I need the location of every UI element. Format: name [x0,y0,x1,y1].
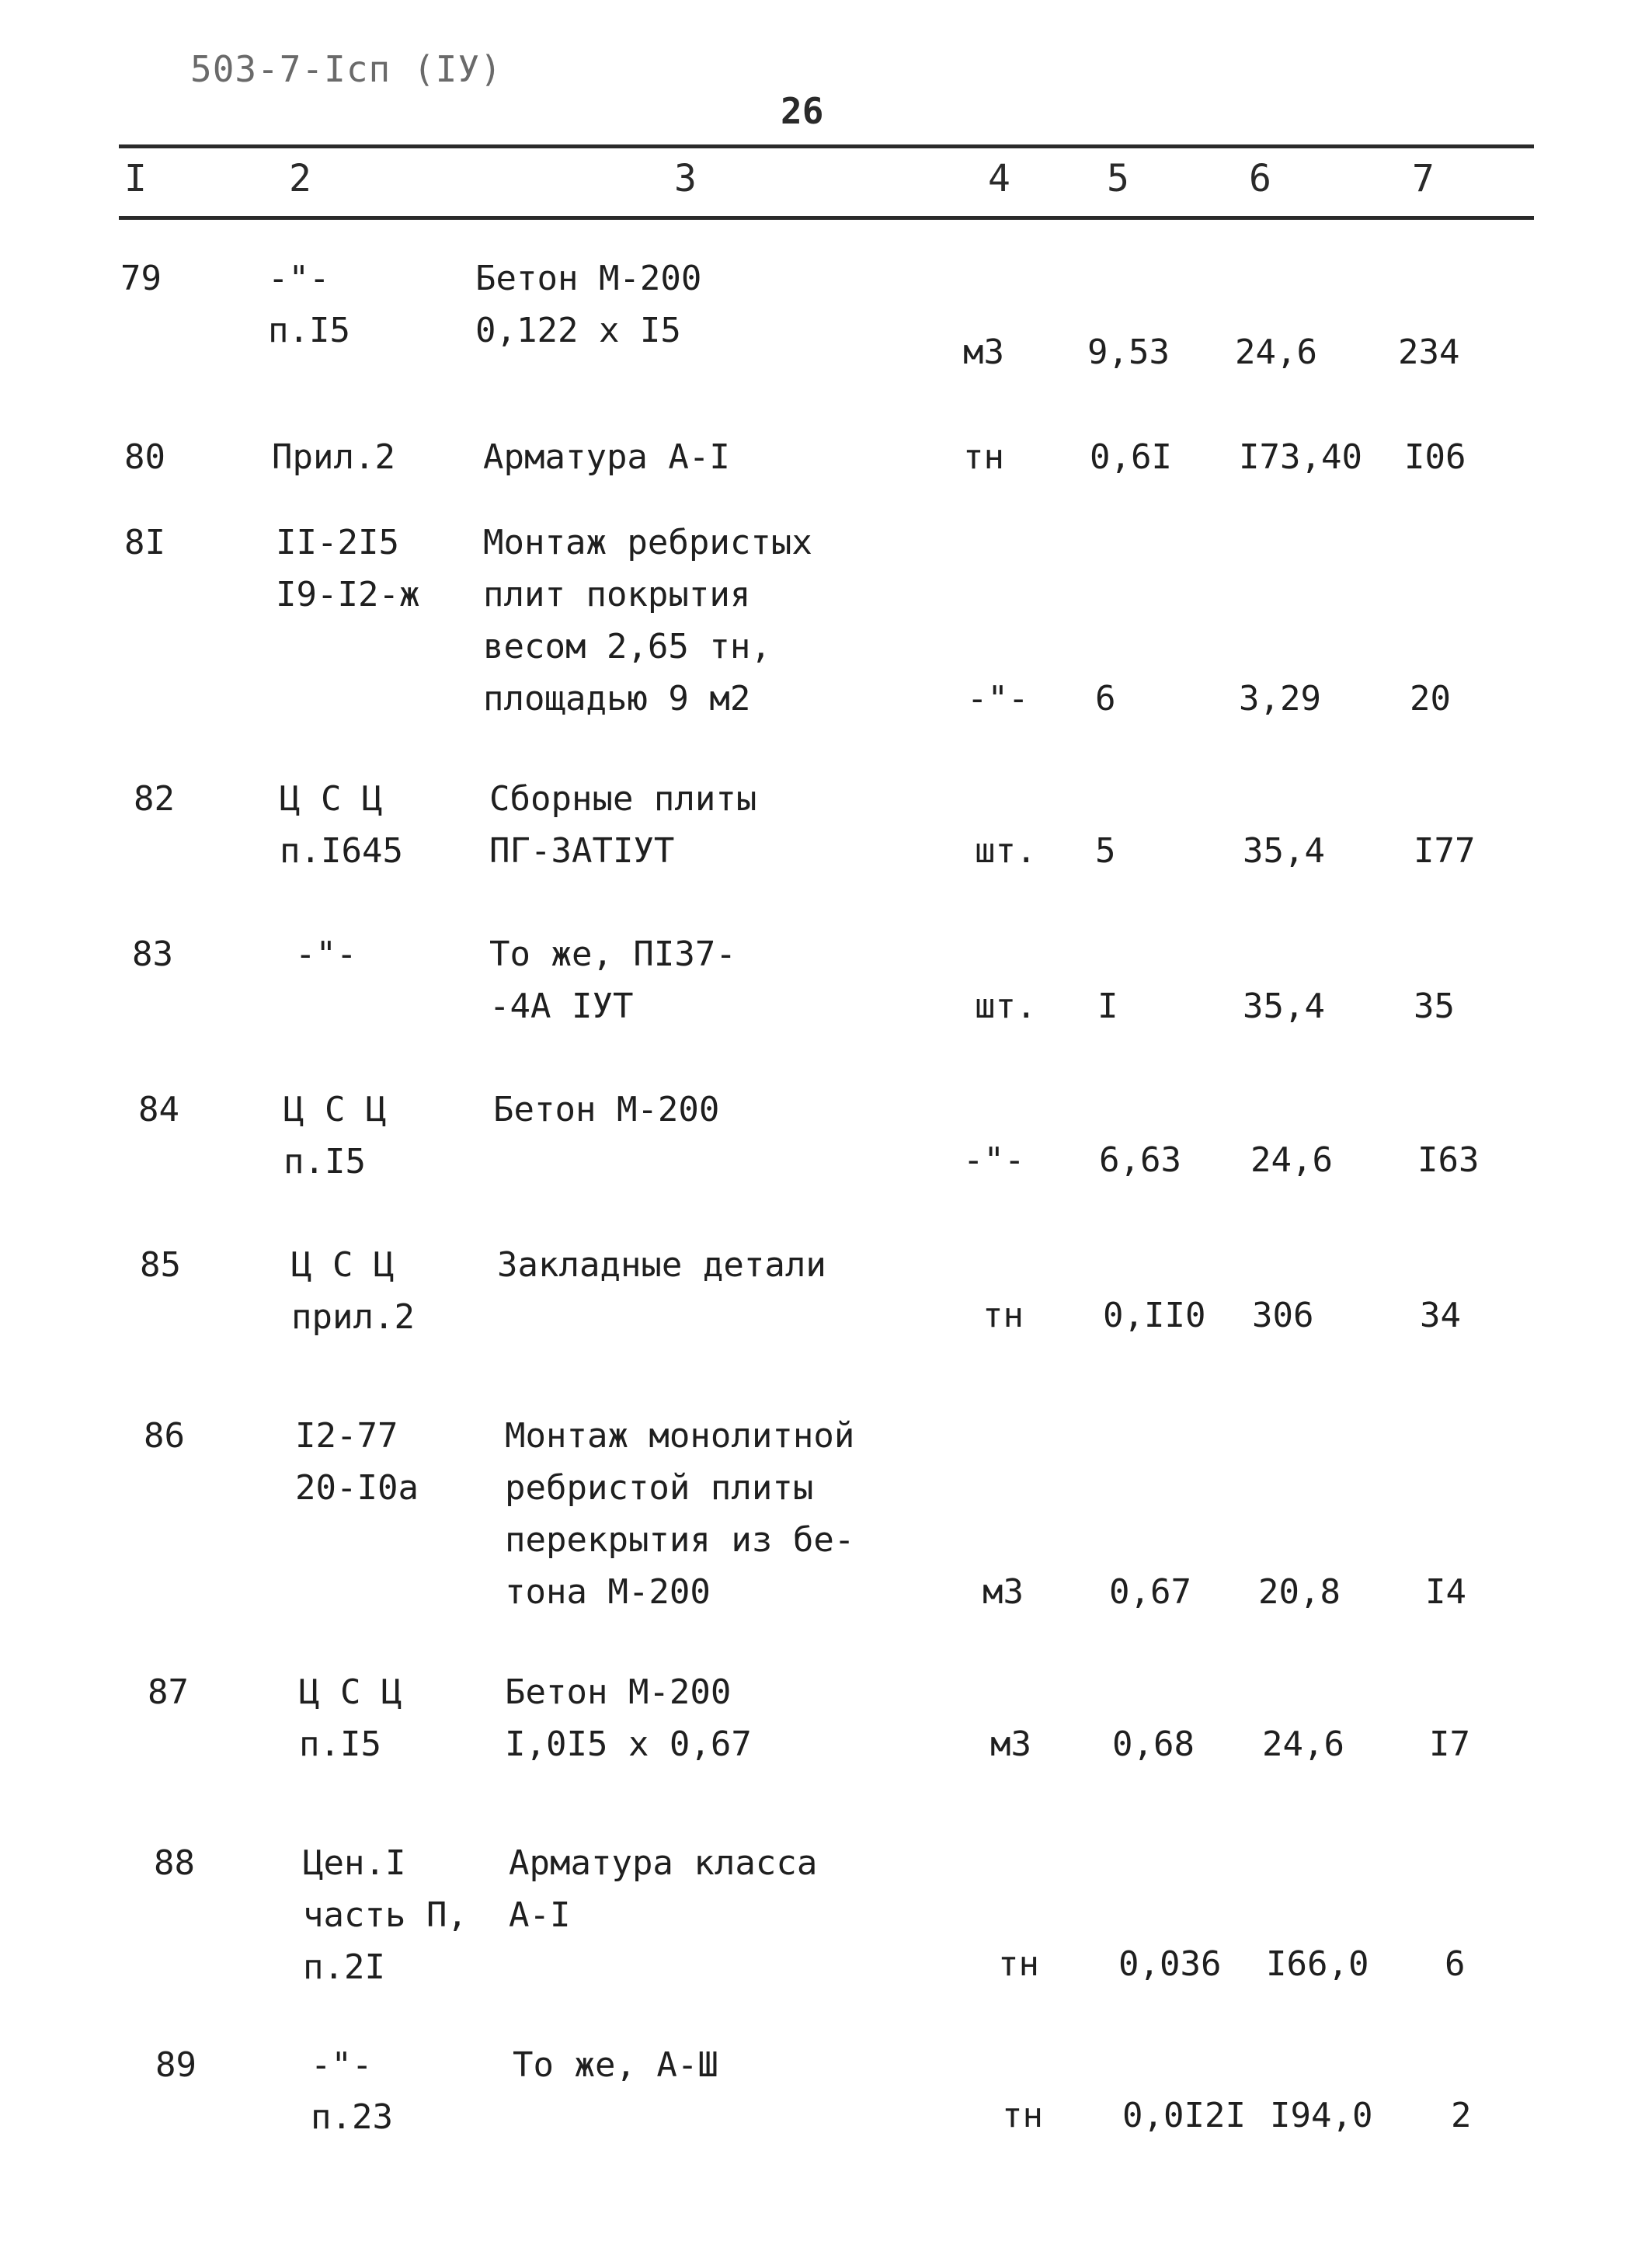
row-unit-line: тн [1002,2096,1043,2135]
row-total-line: 6 [1445,1944,1466,1984]
row-total [1398,326,1459,378]
row-reference-line: 20-I0а [295,1468,419,1508]
row-total [1420,1289,1461,1341]
row-number [154,1837,195,1889]
column-header-4: 4 [988,157,1010,200]
table-top-rule [119,144,1534,148]
row-total [1414,825,1475,877]
row-unit-price [1239,431,1362,483]
row-quantity-line: 6 [1095,679,1116,719]
row-unit [975,980,1036,1032]
row-description-line: тона М-200 [505,1572,711,1612]
row-number [120,252,162,304]
row-number [140,1239,181,1291]
row-unit [975,825,1036,877]
row-description [505,1666,752,1770]
row-unit-line: тн [983,1296,1024,1335]
row-reference-line: п.I645 [280,831,403,871]
row-reference [299,1666,402,1770]
row-unit-price-line: 306 [1252,1296,1314,1335]
row-quantity-line: 0,036 [1118,1944,1222,1984]
row-quantity [1099,1134,1181,1186]
row-number [124,517,165,569]
row-reference-line: II-2I5 [276,523,399,562]
row-number-line: 87 [148,1672,189,1712]
row-description-line: I,0I5 х 0,67 [505,1724,752,1764]
row-total-line: I06 [1404,437,1466,477]
row-unit-price [1262,1718,1344,1770]
row-unit-price-line: I73,40 [1239,437,1362,477]
row-number [134,773,175,825]
row-reference-line: Ц С Ц [283,1090,387,1129]
row-description-line: То же, А-Ш [513,2045,718,2085]
row-unit-price-line: 24,6 [1235,332,1317,372]
row-unit [998,1938,1039,1990]
row-description [493,1084,719,1136]
row-description-line: Арматура А-I [483,437,730,477]
column-header-3: 3 [674,157,697,200]
row-number [124,431,165,483]
row-total-line: I7 [1429,1724,1470,1764]
row-number-line: 84 [138,1090,179,1129]
row-quantity-line: I [1097,987,1118,1026]
row-quantity-line: 0,0I2I [1122,2096,1246,2135]
row-reference-line: I9-I2-ж [276,575,420,614]
row-number-line: 85 [140,1245,181,1285]
row-description [489,773,756,877]
row-reference [303,1837,468,1993]
row-unit-line: м3 [963,332,1004,372]
row-reference-line: -"- [311,2045,373,2085]
row-reference-line: п.2I [303,1947,385,1987]
row-total [1451,2090,1472,2142]
column-header-7: 7 [1412,157,1435,200]
row-unit-line: -"- [967,679,1029,719]
row-unit-line: шт. [975,831,1037,871]
table-header-rule [119,216,1534,220]
row-reference [311,2039,393,2143]
row-description [509,1837,817,1941]
row-reference-line: п.23 [311,2097,393,2137]
row-reference-line: -"- [295,934,357,974]
column-header-5: 5 [1107,157,1129,200]
row-description-line: перекрытия из бе- [505,1520,855,1560]
row-total-line: 2 [1451,2096,1472,2135]
row-reference-line: I2-77 [295,1416,398,1456]
row-quantity [1109,1566,1191,1618]
row-total-line: 20 [1410,679,1451,719]
row-unit-price [1239,673,1321,725]
column-header-1: I [124,157,147,200]
row-unit [983,1566,1024,1618]
row-description-line: Закладные детали [497,1245,826,1285]
row-unit-line: тн [998,1944,1039,1984]
row-description-line: Монтаж монолитной [505,1416,855,1456]
row-unit-price-line: I94,0 [1270,2096,1373,2135]
row-reference-line: Цен.I [303,1843,406,1883]
row-total-line: 234 [1398,332,1460,372]
row-quantity [1097,980,1118,1032]
row-unit-price-line: 35,4 [1243,987,1325,1026]
row-description-line: Монтаж ребристых [483,523,812,562]
row-unit-price [1258,1566,1341,1618]
row-unit-line: -"- [963,1140,1025,1180]
row-reference [280,773,403,877]
row-description-line: площадью 9 м2 [483,679,751,719]
row-number [132,928,173,980]
row-unit-price [1243,825,1325,877]
row-unit-line: тн [963,437,1004,477]
row-total [1410,673,1451,725]
row-total [1425,1566,1466,1618]
row-quantity-line: 0,67 [1109,1572,1191,1612]
row-quantity [1090,431,1172,483]
row-quantity-line: 0,6I [1090,437,1172,477]
row-reference-line: Прил.2 [272,437,395,477]
row-unit-line: м3 [983,1572,1024,1612]
row-number [148,1666,189,1718]
row-description-line: ПГ-3АТIУТ [489,831,675,871]
row-description [489,928,736,1032]
row-number [155,2039,197,2091]
row-quantity [1112,1718,1195,1770]
row-reference-line: п.I5 [299,1724,381,1764]
row-description-line: весом 2,65 тн, [483,627,771,666]
row-number-line: 82 [134,779,175,819]
row-reference-line: п.I5 [268,311,350,350]
row-reference-line: часть П, [303,1895,468,1935]
row-reference-line: -"- [268,259,330,298]
row-unit [967,673,1028,725]
row-description-line: Бетон М-200 [493,1090,720,1129]
row-quantity [1087,326,1170,378]
row-reference [283,1084,386,1188]
row-total [1417,1134,1479,1186]
row-reference-line: прил.2 [291,1297,415,1337]
row-total-line: I63 [1417,1140,1480,1180]
row-quantity-line: 5 [1095,831,1116,871]
row-unit-price-line: 35,4 [1243,831,1325,871]
row-description [475,252,701,357]
row-unit [1002,2090,1043,2142]
row-quantity-line: 0,68 [1112,1724,1195,1764]
row-quantity [1118,1938,1221,1990]
row-description-line: плит покрытия [483,575,751,614]
row-total-line: 34 [1420,1296,1461,1335]
row-quantity-line: 0,II0 [1103,1296,1206,1335]
row-reference [291,1239,415,1343]
row-reference-line: п.I5 [283,1142,366,1181]
row-description [505,1410,854,1618]
row-quantity [1103,1289,1205,1341]
row-description-line: Бетон М-200 [475,259,702,298]
row-unit-price-line: 20,8 [1258,1572,1341,1612]
row-unit-price [1270,2090,1372,2142]
row-unit-price-line: 24,6 [1250,1140,1333,1180]
row-quantity [1095,673,1116,725]
row-quantity-line: 6,63 [1099,1140,1181,1180]
document-code: 503-7-Iсп (IУ) [190,48,503,90]
row-number-line: 88 [154,1843,195,1883]
row-unit [990,1718,1031,1770]
row-unit [963,326,1004,378]
row-number [138,1084,179,1136]
row-unit-price [1266,1938,1369,1990]
row-total [1404,431,1466,483]
row-total [1445,1938,1466,1990]
row-description-line: -4А IУТ [489,987,634,1026]
row-reference [295,928,356,980]
row-reference [295,1410,419,1514]
row-description-line: ребристой плиты [505,1468,814,1508]
row-description-line: Сборные плиты [489,779,757,819]
column-header-6: 6 [1249,157,1271,200]
row-unit [963,431,1004,483]
column-header-2: 2 [289,157,311,200]
row-unit-price-line: 24,6 [1262,1724,1344,1764]
row-number-line: 80 [124,437,165,477]
row-number-line: 83 [132,934,173,974]
row-reference [272,431,395,483]
row-quantity-line: 9,53 [1087,332,1170,372]
row-total-line: I4 [1425,1572,1466,1612]
row-number-line: 79 [120,259,162,298]
row-description-line: А-I [509,1895,571,1935]
row-description-line: То же, ПI37- [489,934,736,974]
row-unit-price-line: I66,0 [1266,1944,1369,1984]
row-description [513,2039,718,2091]
row-total-line: I77 [1414,831,1476,871]
row-quantity [1095,825,1116,877]
row-reference [268,252,350,357]
row-number [144,1410,185,1462]
row-description-line: Бетон М-200 [505,1672,732,1712]
row-description [483,517,812,725]
row-unit-price [1252,1289,1313,1341]
row-reference-line: Ц С Ц [280,779,383,819]
row-unit-price [1243,980,1325,1032]
row-unit-price [1250,1134,1333,1186]
row-unit [963,1134,1024,1186]
row-description-line: Арматура класса [509,1843,818,1883]
row-total-line: 35 [1414,987,1455,1026]
row-number-line: 86 [144,1416,185,1456]
row-unit-price [1235,326,1317,378]
row-unit-price-line: 3,29 [1239,679,1321,719]
row-description [497,1239,826,1291]
row-unit-line: шт. [975,987,1037,1026]
row-description-line: 0,122 х I5 [475,311,681,350]
row-reference-line: Ц С Ц [299,1672,402,1712]
page-number: 26 [781,90,824,132]
row-description [483,431,730,483]
row-reference-line: Ц С Ц [291,1245,395,1285]
row-total [1414,980,1455,1032]
row-quantity [1122,2090,1246,2142]
row-number-line: 8I [124,523,165,562]
row-unit-line: м3 [990,1724,1031,1764]
row-reference [276,517,419,621]
row-number-line: 89 [155,2045,197,2085]
row-unit [983,1289,1024,1341]
row-total [1429,1718,1470,1770]
